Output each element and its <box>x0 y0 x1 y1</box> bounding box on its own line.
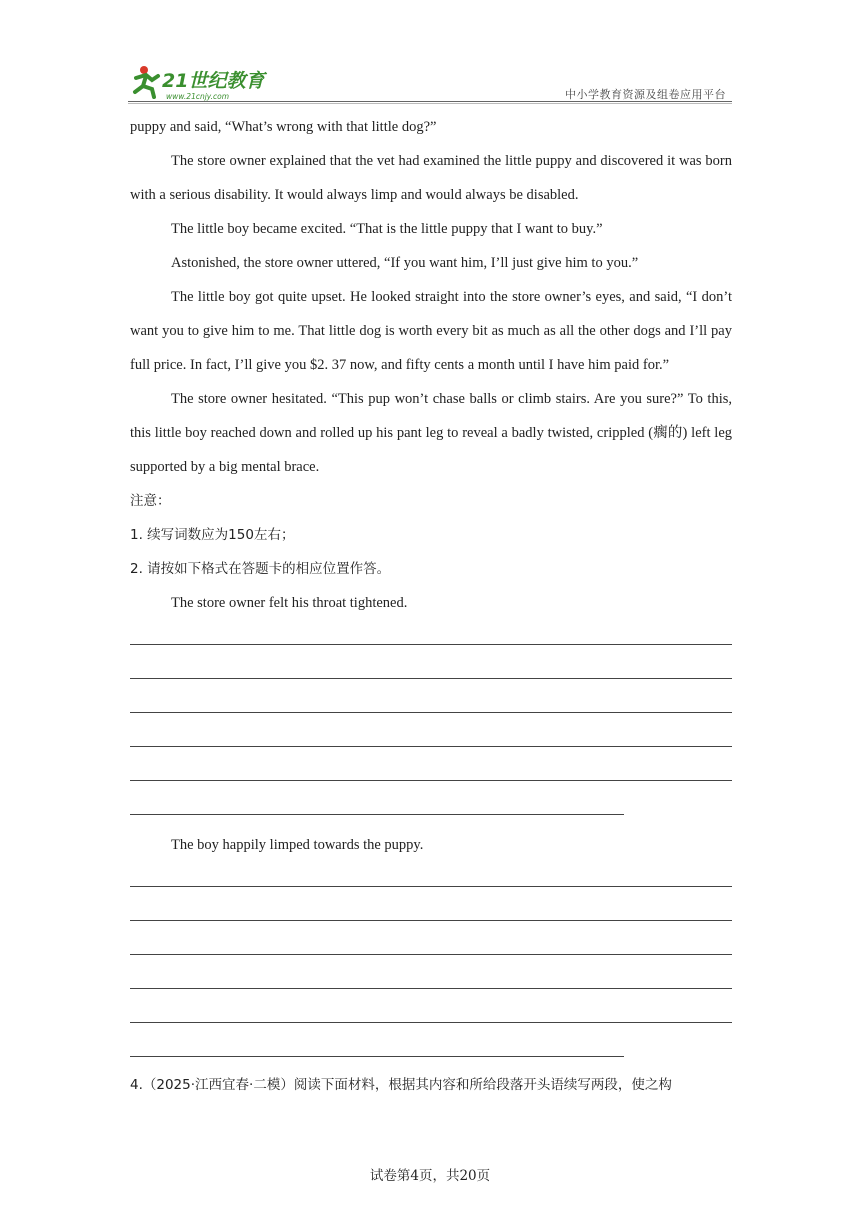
header-platform-name: 中小学教育资源及组卷应用平台 <box>565 88 726 101</box>
answer-line <box>130 620 732 654</box>
paragraph: puppy and said, “What’s wrong with that little dog?” <box>130 119 437 135</box>
answer-line <box>130 896 732 930</box>
note-item: 2. 请按如下格式在答题卡的相应位置作答。 <box>130 561 391 577</box>
page-header <box>130 62 730 104</box>
answer-line <box>130 930 732 964</box>
notes-title: 注意： <box>130 493 171 509</box>
answer-lines-block <box>130 862 732 1066</box>
answer-line <box>130 790 732 824</box>
paragraph: The little boy got quite upset. He looked straight into the store owner’s eyes, and said, “I don’t want you to give him to me. That little dog is worth every bit as much as all the other dogs and I’ll pay full price. In fact, I’ll give you $2. 37 now, and fifty cents a month until I have him paid for.” <box>130 289 732 373</box>
answer-line <box>130 722 732 756</box>
svg-text:www.21cnjy.com: www.21cnjy.com <box>166 92 230 101</box>
next-question: 4.（2025·江西宜春·二模）阅读下面材料，根据其内容和所给段落开头语续写两段，使之构 <box>130 1077 672 1093</box>
runner-icon <box>135 66 158 97</box>
paragraph-starter: The boy happily limped towards the puppy. <box>171 837 424 853</box>
answer-line <box>130 688 732 722</box>
paragraph-starter: The store owner felt his throat tightened. <box>171 595 408 611</box>
header-divider-secondary <box>128 103 732 104</box>
svg-text:21世纪教育: 21世纪教育 <box>162 70 265 92</box>
answer-line <box>130 862 732 896</box>
site-logo <box>130 62 270 102</box>
paragraph: Astonished, the store owner uttered, “If you want him, I’ll just give him to you.” <box>171 255 639 271</box>
answer-line <box>130 1032 732 1066</box>
answer-line <box>130 964 732 998</box>
answer-line <box>130 998 732 1032</box>
header-divider <box>128 101 732 102</box>
note-item: 1. 续写词数应为150左右； <box>130 527 295 543</box>
paragraph: The little boy became excited. “That is the little puppy that I want to buy.” <box>171 221 603 237</box>
answer-line <box>130 654 732 688</box>
paragraph: The store owner explained that the vet had examined the little puppy and discovered it was born with a serious disability. It would always limp and would always be disabled. <box>130 153 732 203</box>
page-footer: 试卷第4页，共20页 <box>369 1168 491 1184</box>
paragraph: The store owner hesitated. “This pup won’t chase balls or climb stairs. Are you sure?” To this, this little boy reached down and rolled up his pant leg to reveal a badly twisted, crippled (瘸的) left leg supported by a big mental brace. <box>130 391 732 475</box>
document-body <box>130 110 732 1102</box>
answer-line <box>130 756 732 790</box>
answer-lines-block <box>130 620 732 824</box>
